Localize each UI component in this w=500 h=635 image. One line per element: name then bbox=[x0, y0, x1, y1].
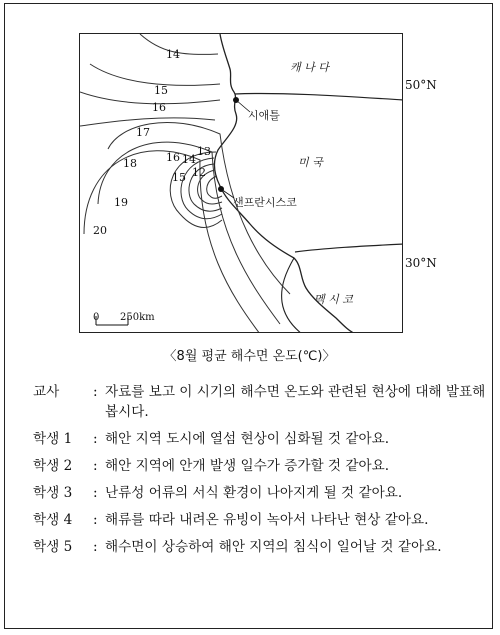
us-canada-border bbox=[235, 93, 403, 100]
dialogue-row: 교사 : 자료를 보고 이 시기의 해수면 온도와 관련된 현상에 대해 발표해 봅시다. bbox=[33, 382, 489, 422]
speaker: 학생 5 bbox=[33, 539, 73, 555]
isotherm-label: 14 bbox=[166, 48, 180, 61]
isotherm-label: 13 bbox=[197, 145, 211, 158]
speaker: 학생 4 bbox=[33, 512, 73, 528]
isotherm-label: 16 bbox=[152, 101, 166, 114]
utterance: 자료를 보고 이 시기의 해수면 온도와 관련된 현상에 대해 발표해 봅시다. bbox=[105, 384, 486, 420]
isotherm-label: 20 bbox=[93, 224, 107, 237]
isotherm-label: 14 bbox=[182, 153, 196, 166]
isotherm-label: 15 bbox=[172, 171, 186, 184]
baja-coast bbox=[282, 258, 302, 333]
utterance: 해수면이 상승하여 해안 지역의 침식이 일어날 것 같아요. bbox=[105, 539, 442, 555]
isotherm-label: 19 bbox=[114, 196, 128, 209]
isotherm-label: 15 bbox=[154, 84, 168, 97]
us-mexico-border bbox=[295, 244, 403, 252]
city-label-seattle: 시애틀 bbox=[248, 109, 280, 122]
country-label-canada: 캐 나 다 bbox=[290, 61, 329, 74]
city-label-san-francisco: 샌프란시스코 bbox=[233, 196, 297, 209]
country-label-usa: 미 국 bbox=[298, 156, 323, 169]
sst-map bbox=[79, 33, 403, 333]
isotherm-label: 18 bbox=[123, 157, 137, 170]
scale-end: 250km bbox=[120, 312, 155, 323]
question-frame bbox=[4, 3, 493, 629]
isotherm-label: 17 bbox=[136, 126, 150, 139]
latitude-label-50n: 50°N bbox=[405, 78, 437, 92]
latitude-label-30n: 30°N bbox=[405, 256, 437, 270]
speaker: 학생 1 bbox=[33, 431, 73, 447]
isotherm-15 bbox=[90, 64, 220, 85]
utterance: 해류를 따라 내려온 유빙이 녹아서 나타난 현상 같아요. bbox=[105, 512, 429, 528]
utterance: 해안 지역 도시에 열섬 현상이 심화될 것 같아요. bbox=[105, 431, 390, 447]
scale-start: 0 bbox=[93, 312, 100, 323]
country-label-mexico: 멕 시 코 bbox=[314, 293, 353, 306]
speaker: 학생 3 bbox=[33, 485, 73, 501]
dialogue-row: 학생 3 : 난류성 어류의 서식 환경이 나아지게 될 것 같아요. bbox=[33, 483, 489, 503]
map-drawing bbox=[80, 34, 403, 333]
utterance: 난류성 어류의 서식 환경이 나아지게 될 것 같아요. bbox=[105, 485, 403, 501]
utterance: 해안 지역에 안개 발생 일수가 증가할 것 같아요. bbox=[105, 458, 390, 474]
isotherm-label: 16 bbox=[166, 151, 180, 164]
isotherm-16 bbox=[80, 92, 220, 104]
dialogue-row: 학생 2 : 해안 지역에 안개 발생 일수가 증가할 것 같아요. bbox=[33, 456, 489, 476]
speaker: 교사 bbox=[33, 384, 60, 400]
isotherm-label: 12 bbox=[192, 166, 206, 179]
dialogue-row: 학생 4 : 해류를 따라 내려온 유빙이 녹아서 나타난 현상 같아요. bbox=[33, 510, 489, 530]
dialogue bbox=[33, 382, 489, 564]
speaker: 학생 2 bbox=[33, 458, 73, 474]
dialogue-row: 학생 5 : 해수면이 상승하여 해안 지역의 침식이 일어날 것 같아요. bbox=[33, 537, 489, 557]
dialogue-row: 학생 1 : 해안 지역 도시에 열섬 현상이 심화될 것 같아요. bbox=[33, 429, 489, 449]
coastline bbox=[214, 34, 356, 333]
map-caption: 〈8월 평균 해수면 온도(℃)〉 bbox=[163, 349, 336, 364]
